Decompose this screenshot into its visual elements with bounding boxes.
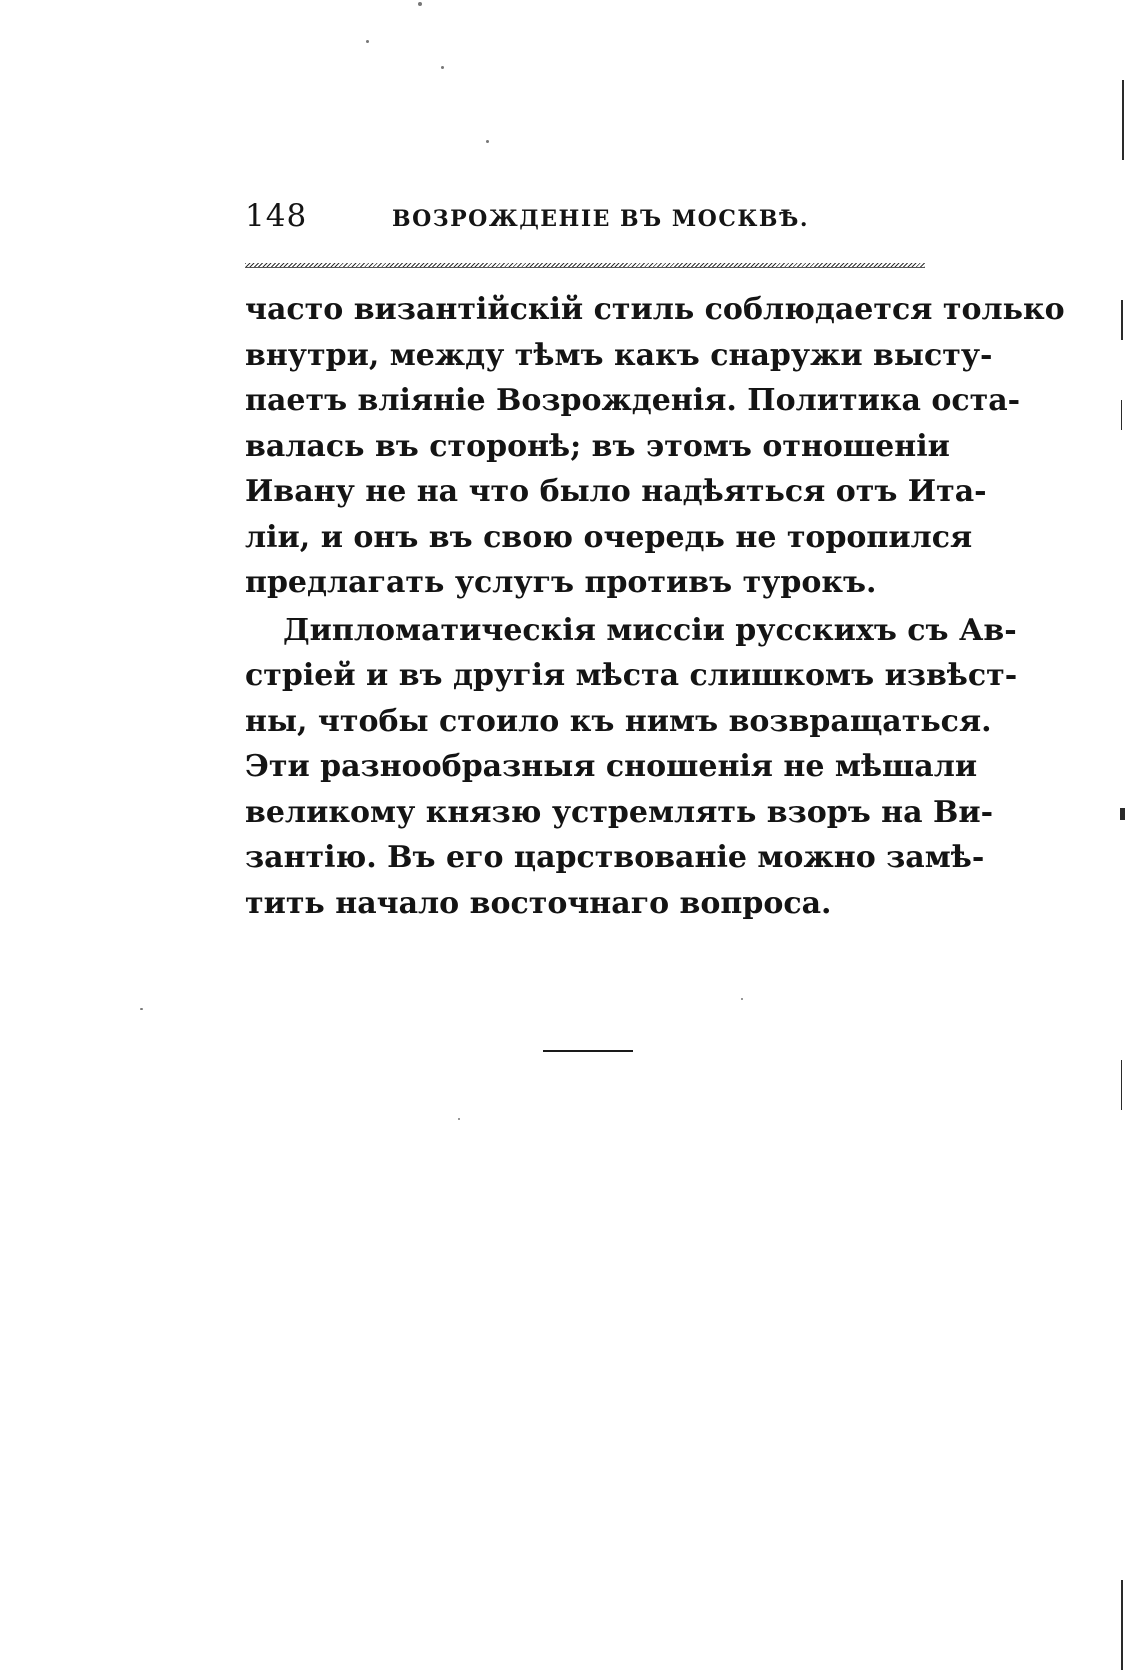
text-line: лiи, и онъ въ свою очередь не торопился — [245, 519, 973, 555]
text-line: Ивану не на что было надѣяться отъ Ита- — [245, 474, 987, 509]
running-title: ВОЗРОЖДЕНIE ВЪ МОСКВѢ. — [392, 206, 809, 232]
text-line: зантiю. Въ его царствованiе можно замѣ- — [245, 840, 985, 875]
scan-speck — [140, 1008, 143, 1010]
scan-speck — [741, 998, 743, 1000]
text-line: часто византiйскiй стиль соблюдается только — [245, 292, 1065, 327]
scan-speck — [458, 1118, 460, 1120]
page-number: 148 — [245, 198, 308, 234]
text-line: великому князю устремлять взоръ на Ви- — [245, 794, 994, 830]
text-line: паетъ влiянiе Возрожденiя. Политика оста- — [245, 383, 1021, 418]
text-line: предлагать услугъ противъ турокъ. — [245, 565, 877, 600]
text-line: Дипломатическiя миссiи русскихъ съ Ав- — [283, 612, 1017, 648]
scan-speck — [366, 40, 369, 43]
scan-edge-mark — [1121, 1060, 1122, 1110]
text-line: Эти разнообразныя сношенiя не мѣшали — [245, 749, 978, 784]
scan-speck — [441, 66, 444, 69]
scan-edge-mark — [1122, 80, 1124, 160]
body-text — [245, 287, 1065, 926]
scan-edge-mark — [1121, 300, 1123, 340]
text-line: валась въ сторонѣ; въ этомъ отношенiи — [245, 428, 950, 464]
scan-edge-mark — [1121, 400, 1122, 430]
page-header — [245, 198, 925, 238]
scan-edge-mark — [1120, 808, 1125, 820]
paragraph-2 — [245, 608, 1018, 927]
scan-edge-mark — [1121, 1580, 1123, 1670]
text-line: ны, чтобы стоило къ нимъ возвращаться. — [245, 703, 992, 739]
text-line: тить начало восточнаго вопроса. — [245, 885, 832, 921]
scan-speck — [486, 140, 489, 143]
paragraph-1 — [245, 287, 1065, 606]
text-line: внутри, между тѣмъ какъ снаружи высту- — [245, 337, 993, 373]
end-of-chapter-rule — [543, 1050, 633, 1052]
text-line: стрiей и въ другiя мѣста слишкомъ извѣст- — [245, 658, 1018, 693]
header-rule — [245, 263, 925, 268]
scan-speck — [418, 2, 422, 6]
